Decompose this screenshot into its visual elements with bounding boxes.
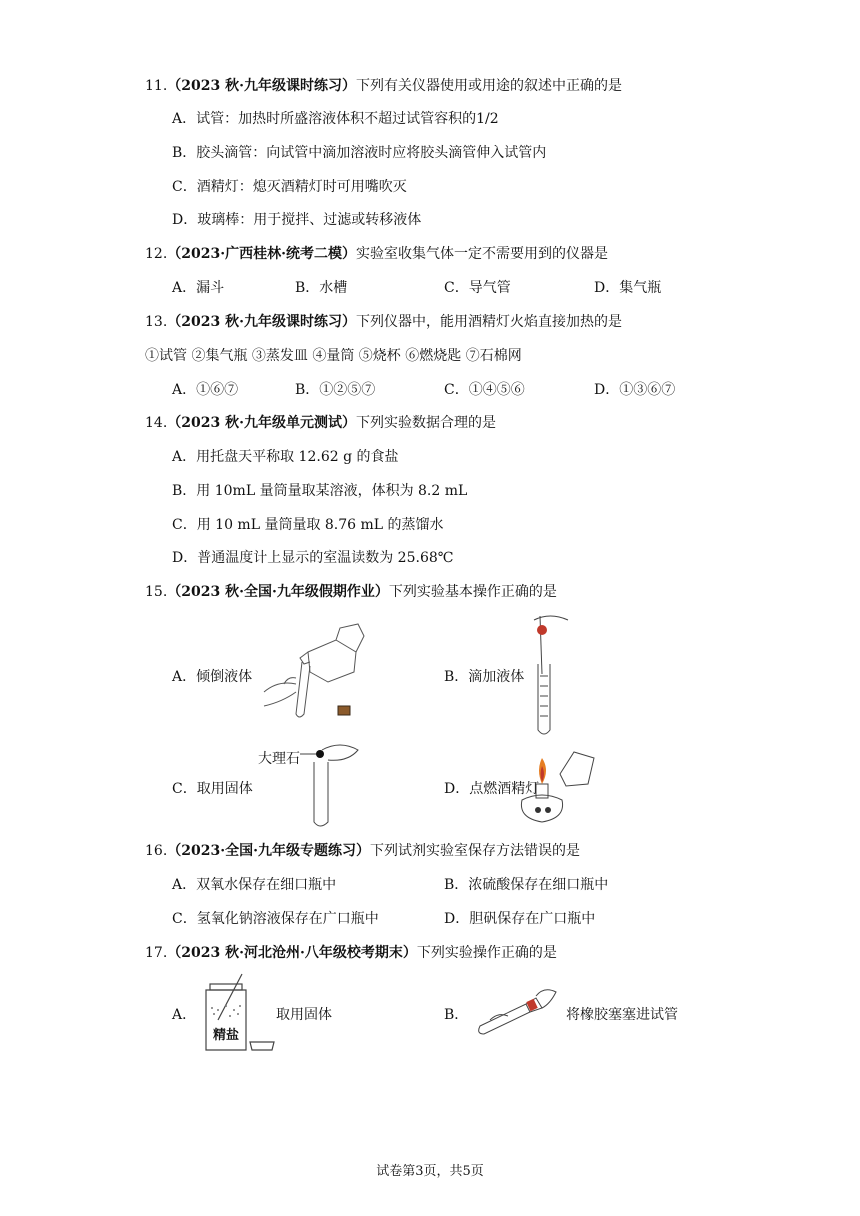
question-source: （2023 秋·全国·九年级假期作业） bbox=[167, 584, 389, 600]
instrument-list: ①试管 ②集气瓶 ③蒸发皿 ④量筒 ⑤烧杯 ⑥燃烧匙 ⑦石棉网 bbox=[145, 348, 522, 364]
option-b: B．水槽 bbox=[295, 280, 348, 296]
option-c: C．用 10 mL 量筒量取 8.76 mL 的蒸馏水 bbox=[172, 517, 444, 533]
question-number: 11. bbox=[145, 78, 168, 94]
question-source: （2023·全国·九年级专题练习） bbox=[167, 843, 370, 859]
question-source: （2023 秋·九年级课时练习） bbox=[167, 314, 356, 330]
question-16 bbox=[145, 840, 580, 860]
option-a: A．用托盘天平称取 12.62 g 的食盐 bbox=[172, 449, 399, 465]
question-stem: 下列试剂实验室保存方法错误的是 bbox=[369, 843, 580, 859]
rubber-stopper-illustration bbox=[470, 982, 560, 1042]
question-source: （2023 秋·九年级课时练习） bbox=[167, 78, 356, 94]
page-footer: 试卷第3页，共5页 bbox=[376, 1164, 484, 1179]
question-11 bbox=[145, 75, 622, 95]
question-source: （2023·广西桂林·统考二模） bbox=[167, 246, 356, 262]
option-b-letter: B． bbox=[444, 1007, 469, 1023]
option-c: C．氢氧化钠溶液保存在广口瓶中 bbox=[172, 911, 379, 927]
question-14 bbox=[145, 412, 496, 432]
option-a: A．漏斗 bbox=[172, 280, 225, 296]
option-b: B．用 10mL 量筒量取某溶液，体积为 8.2 mL bbox=[172, 483, 468, 499]
salt-jar-illustration bbox=[190, 970, 280, 1056]
jar-label: 精盐 bbox=[210, 1024, 242, 1043]
question-13 bbox=[145, 311, 622, 331]
question-number: 13. bbox=[145, 314, 168, 330]
option-b: B．滴加液体 bbox=[444, 669, 525, 685]
option-d: D．①③⑥⑦ bbox=[594, 382, 676, 398]
question-source: （2023 秋·河北沧州·八年级校考期末） bbox=[167, 945, 417, 961]
question-number: 12. bbox=[145, 246, 168, 262]
option-c: C．①④⑤⑥ bbox=[444, 382, 525, 398]
option-b-text: 将橡胶塞塞进试管 bbox=[566, 1007, 678, 1023]
option-d: D．点燃酒精灯 bbox=[444, 781, 540, 797]
option-d: D．普通温度计上显示的室温读数为 25.68℃ bbox=[172, 550, 454, 566]
question-stem: 下列实验基本操作正确的是 bbox=[388, 584, 557, 600]
question-stem: 实验室收集气体一定不需要用到的仪器是 bbox=[355, 246, 608, 262]
question-stem: 下列实验数据合理的是 bbox=[355, 415, 496, 431]
marble-label: 大理石 bbox=[258, 751, 300, 767]
question-12 bbox=[145, 243, 608, 263]
lighting-alcohol-lamp-illustration bbox=[512, 744, 602, 828]
question-number: 17. bbox=[145, 945, 168, 961]
option-d: D．玻璃棒：用于搅拌、过滤或转移液体 bbox=[172, 212, 422, 228]
option-b: B．①②⑤⑦ bbox=[295, 382, 376, 398]
pouring-liquid-illustration bbox=[258, 622, 368, 722]
option-a-text: 取用固体 bbox=[276, 1007, 332, 1023]
question-stem: 下列仪器中，能用酒精灯火焰直接加热的是 bbox=[355, 314, 622, 330]
question-number: 16. bbox=[145, 843, 168, 859]
option-c: C．酒精灯：熄灭酒精灯时可用嘴吹灭 bbox=[172, 179, 407, 195]
option-a: A．双氧水保存在细口瓶中 bbox=[172, 877, 337, 893]
question-17 bbox=[145, 942, 557, 962]
option-a: A．试管：加热时所盛溶液体积不超过试管容积的1/2 bbox=[172, 111, 499, 127]
dropping-liquid-illustration bbox=[520, 612, 580, 737]
option-b: B．胶头滴管：向试管中滴加溶液时应将胶头滴管伸入试管内 bbox=[172, 145, 547, 161]
option-b: B．浓硫酸保存在细口瓶中 bbox=[444, 877, 609, 893]
option-a-letter: A． bbox=[172, 1007, 197, 1023]
option-a: A．倾倒液体 bbox=[172, 669, 253, 685]
option-c: C．取用固体 bbox=[172, 781, 253, 797]
option-c: C．导气管 bbox=[444, 280, 511, 296]
option-d: D．集气瓶 bbox=[594, 280, 662, 296]
question-source: （2023 秋·九年级单元测试） bbox=[167, 415, 356, 431]
question-number: 15. bbox=[145, 584, 168, 600]
question-number: 14. bbox=[145, 415, 168, 431]
question-stem: 下列有关仪器使用或用途的叙述中正确的是 bbox=[355, 78, 622, 94]
option-a: A．①⑥⑦ bbox=[172, 382, 239, 398]
taking-solid-illustration bbox=[300, 740, 370, 830]
question-15 bbox=[145, 581, 557, 601]
question-stem: 下列实验操作正确的是 bbox=[416, 945, 557, 961]
option-d: D．胆矾保存在广口瓶中 bbox=[444, 911, 596, 927]
